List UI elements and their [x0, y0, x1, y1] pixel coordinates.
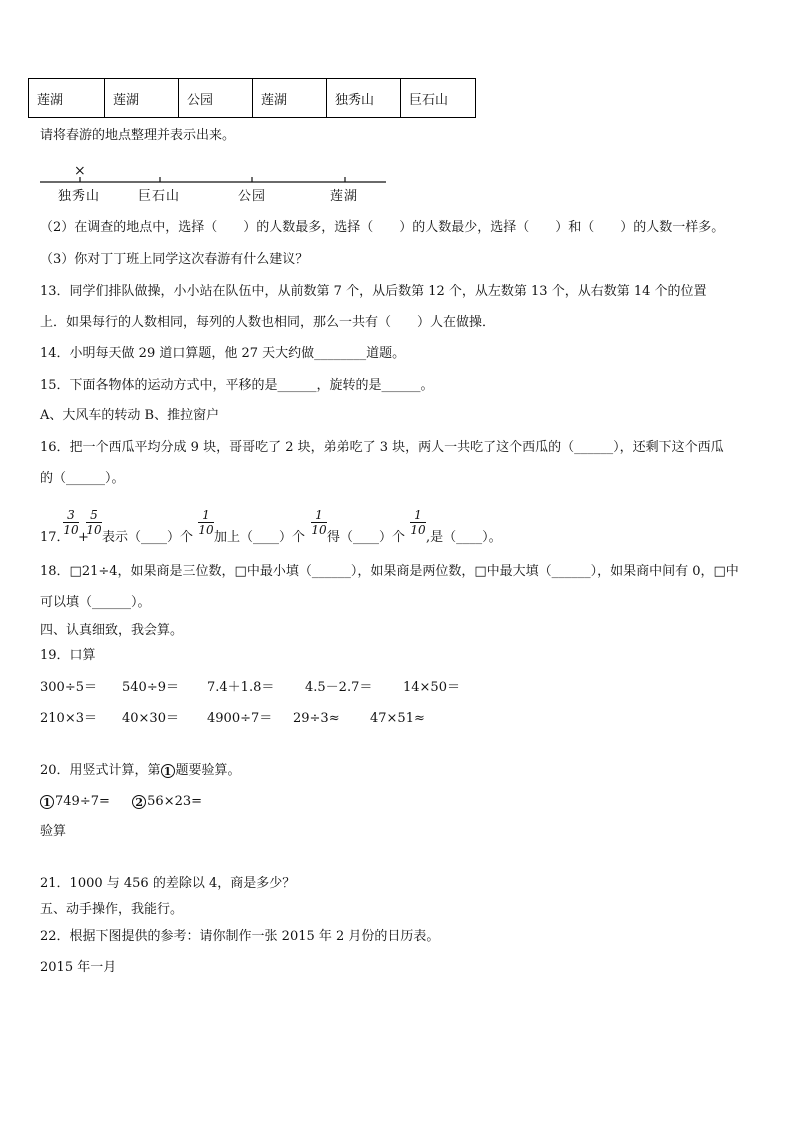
mental-math-item: 40×30＝: [122, 711, 179, 726]
q12-part3: （3）你对丁丁班上同学这次春游有什么建议？: [40, 252, 309, 267]
circled-number: 1: [161, 764, 175, 778]
q18-line1: 18．□21÷4，如果商是三位数，□中最小填（______），如果商是两位数，□中最大填（______），如果商中间有 0，□中: [40, 564, 739, 579]
q20-title: [40, 763, 241, 779]
q21: 21．1000 与 456 的差除以 4，商是多少？: [40, 876, 296, 891]
q20-items: [40, 794, 202, 810]
section-4-heading: 四、认真细致，我会算。: [40, 623, 184, 638]
fraction: 1 10: [311, 508, 327, 537]
table-cell: 莲湖: [253, 79, 327, 118]
q20-check-label: 验算: [40, 824, 67, 839]
table-cell: 公园: [179, 79, 253, 118]
plus-sign: +: [78, 530, 89, 545]
number-line-label: 巨石山: [138, 189, 181, 204]
table-cell: 莲湖: [105, 79, 179, 118]
q17-number: 17．: [40, 530, 70, 545]
circled-number: 1: [40, 795, 54, 809]
q15-options: A、大风车的转动 B、推拉窗户: [40, 408, 220, 423]
mental-math-item: 540÷9＝: [122, 680, 179, 695]
q12-instruction: 请将春游的地点整理并表示出来。: [40, 128, 236, 143]
mental-math-item: 14×50＝: [403, 680, 460, 695]
tally-mark: ×: [74, 163, 86, 179]
q15-text: 15．下面各物体的运动方式中，平移的是______，旋转的是______。: [40, 378, 434, 393]
fraction: 3 10: [63, 508, 79, 537]
q17-segment: ,是（____）。: [426, 530, 502, 545]
mental-math-item: 4.5－2.7＝: [305, 680, 373, 695]
q20-item2: 56×23=: [147, 794, 203, 809]
q17-segment: 表示（____）个: [102, 530, 194, 545]
q20-title-post: 题要验算。: [175, 763, 241, 778]
number-line-label: 莲湖: [330, 189, 359, 204]
mental-math-item: 7.4＋1.8＝: [207, 680, 275, 695]
circled-number: 2: [132, 795, 146, 809]
table-cell: 巨石山: [401, 79, 476, 118]
mental-math-item: 4900÷7＝: [207, 711, 273, 726]
q18-line2: 可以填（______）。: [40, 595, 151, 610]
location-table: [28, 78, 476, 118]
q19-title: 19．口算: [40, 648, 96, 663]
fraction: 5 10: [86, 508, 102, 537]
table-cell: 莲湖: [29, 79, 105, 118]
q14: 14．小明每天做 29 道口算题，他 27 天大约做________道题。: [40, 346, 406, 361]
number-line-label: 公园: [238, 189, 267, 204]
mental-math-item: 47×51≈: [370, 711, 425, 726]
table-row: [29, 79, 476, 118]
q17-segment: 得（____）个: [327, 530, 406, 545]
mental-math-item: 210×3＝: [40, 711, 97, 726]
q12-part2: （2）在调查的地点中，选择（ ）的人数最多，选择（ ）的人数最少，选择（ ）和（ ）的人数一样多。: [40, 220, 725, 235]
q17-segment: 加上（____）个: [214, 530, 306, 545]
q22: 22．根据下图提供的参考：请你制作一张 2015 年 2 月份的日历表。: [40, 929, 440, 944]
q16-line2: 的（______）。: [40, 471, 125, 486]
table-cell: 独秀山: [327, 79, 401, 118]
q13-line2: 上．如果每行的人数相同，每列的人数也相同，那么一共有（ ）人在做操．: [40, 315, 496, 330]
fraction: 1 10: [410, 508, 426, 537]
q16-line1: 16．把一个西瓜平均分成 9 块，哥哥吃了 2 块，弟弟吃了 3 块，两人一共吃了这个西瓜的（______），还剩下这个西瓜: [40, 440, 724, 455]
location-number-line: [40, 163, 390, 205]
section-5-heading: 五、动手操作，我能行。: [40, 902, 184, 917]
q13-line1: 13．同学们排队做操，小小站在队伍中，从前数第 7 个，从后数第 12 个，从左数第 13 个，从右数第 14 个的位置: [40, 284, 707, 299]
mental-math-item: 29÷3≈: [293, 711, 340, 726]
q20-item1: 749÷7=: [55, 794, 110, 809]
q20-title-pre: 20．用竖式计算，第: [40, 763, 161, 778]
number-line-label: 独秀山: [58, 189, 101, 204]
mental-math-item: 300÷5＝: [40, 680, 97, 695]
calendar-caption: 2015 年一月: [40, 960, 117, 975]
fraction: 1 10: [198, 508, 214, 537]
